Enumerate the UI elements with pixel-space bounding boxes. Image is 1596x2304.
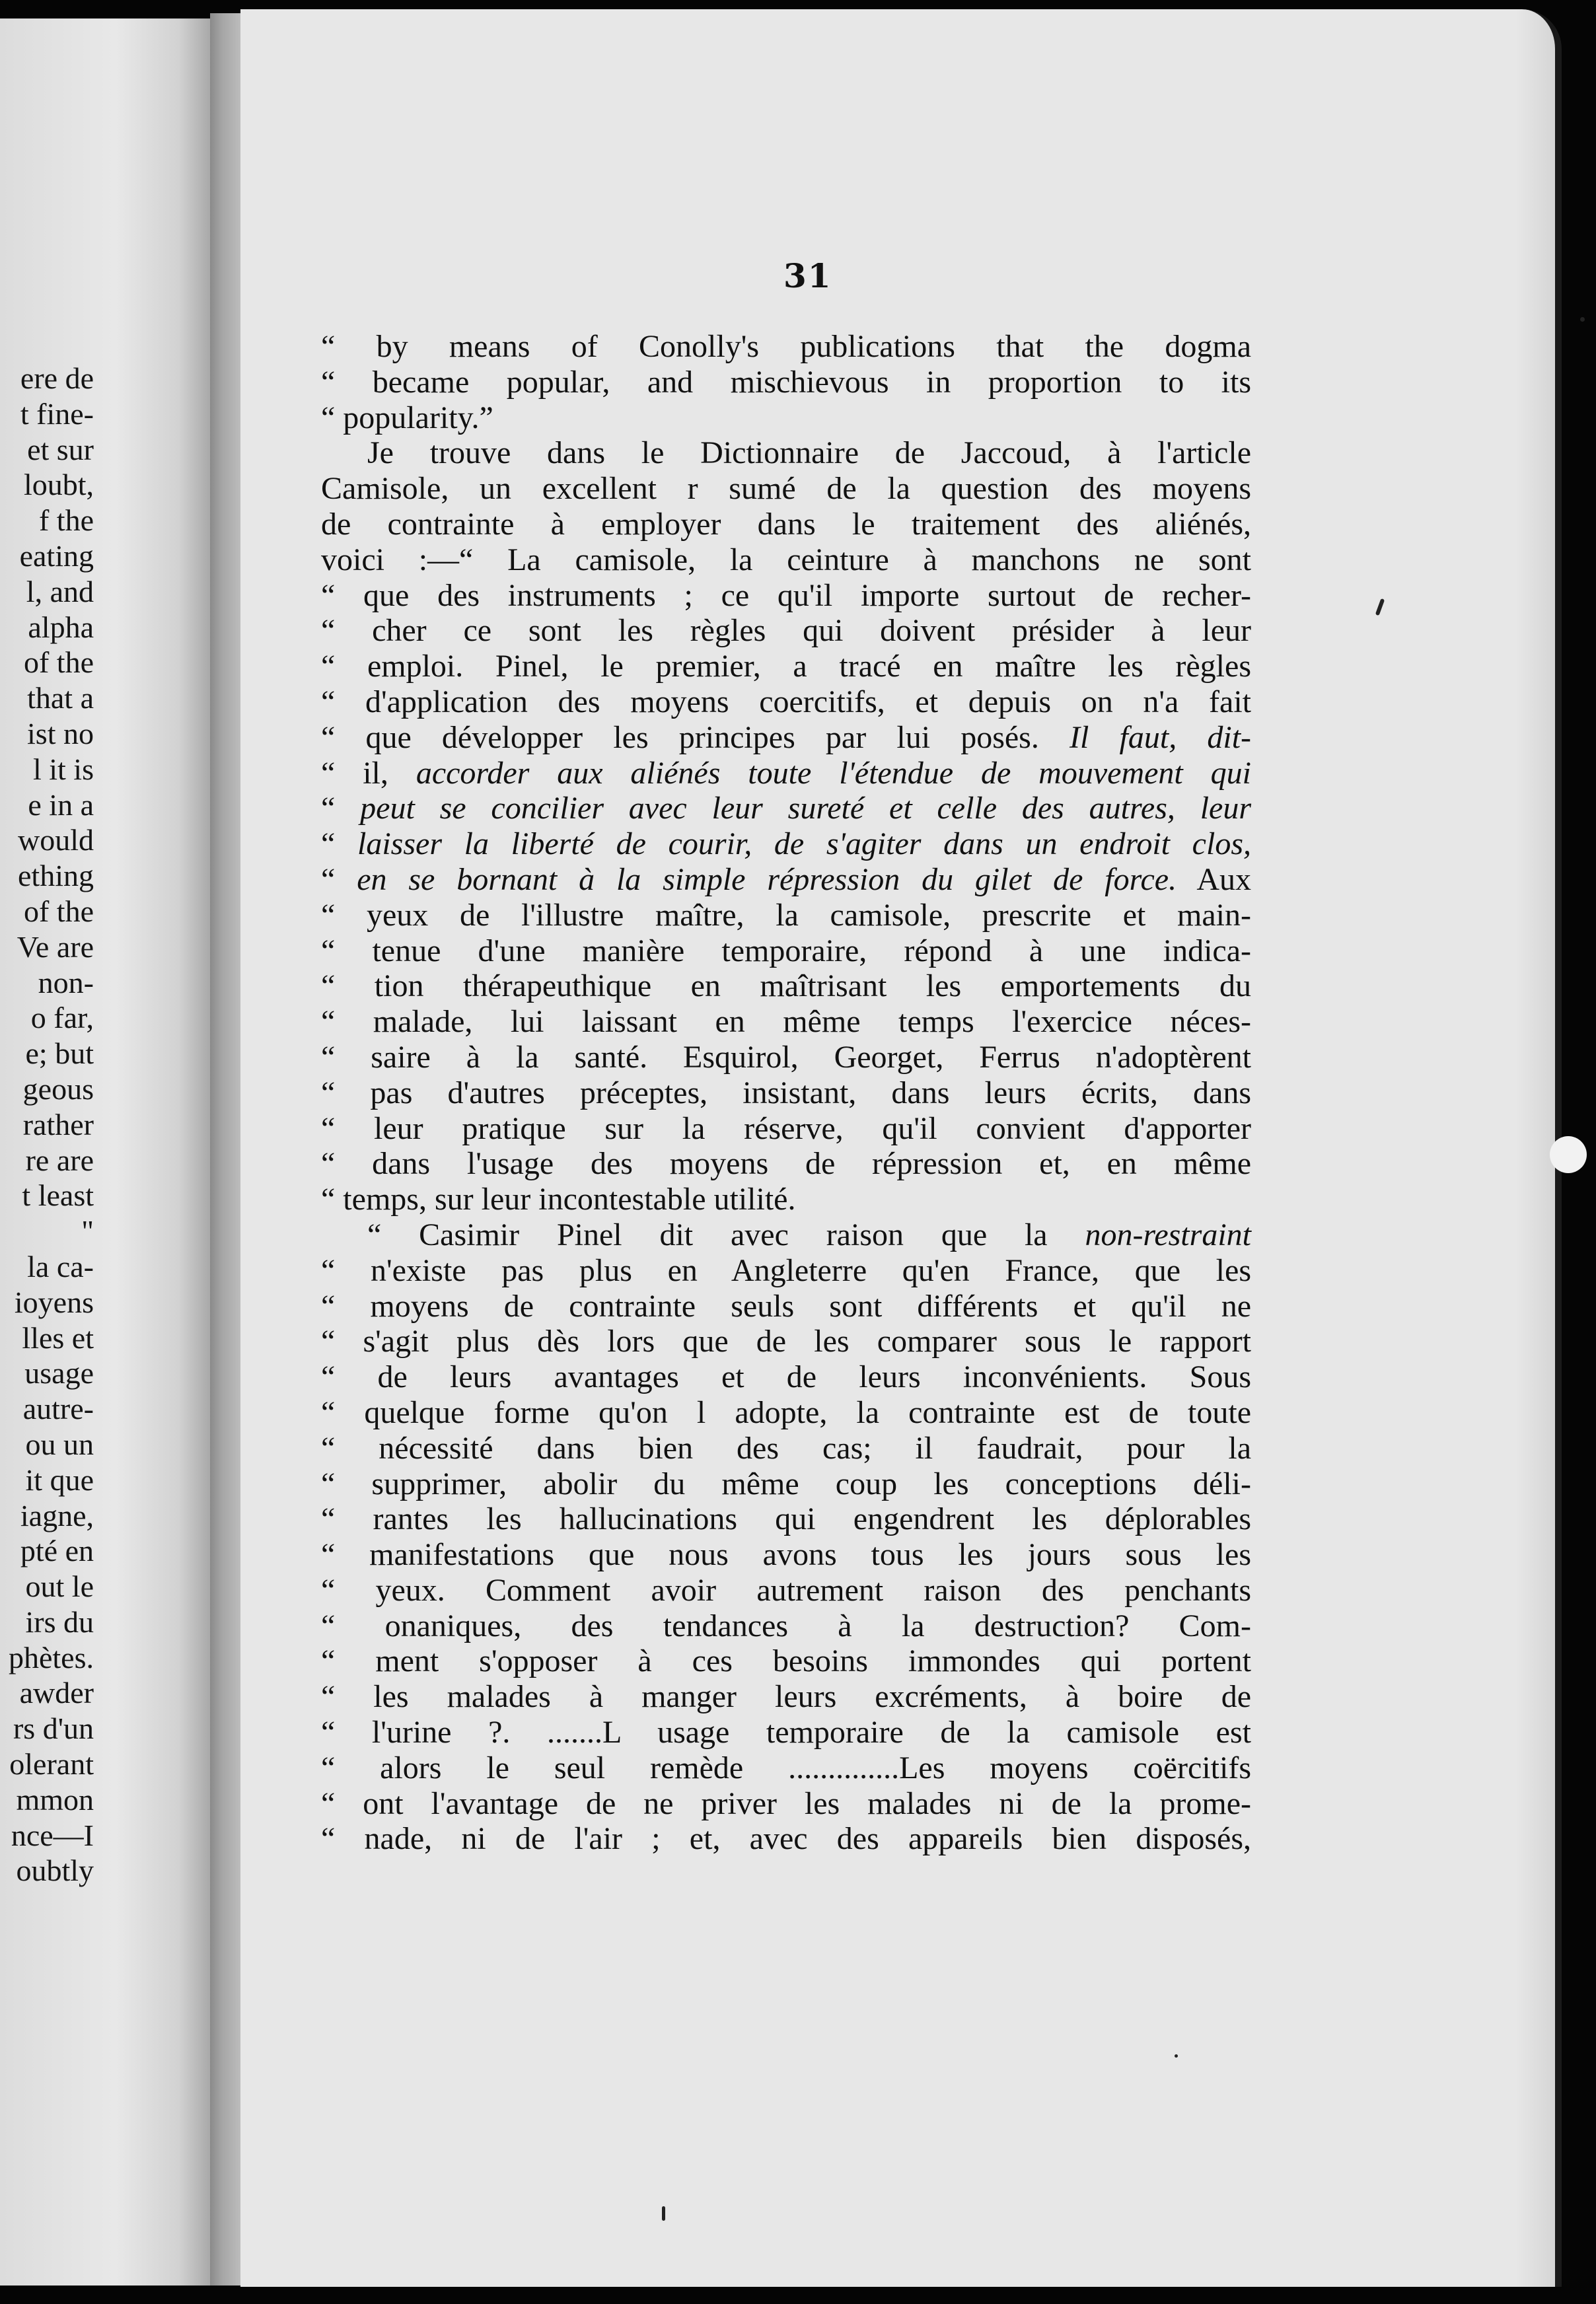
left-page-fragment: lles et xyxy=(22,1320,94,1355)
text-line-italic: non-restraint xyxy=(1085,1217,1251,1252)
text-line-roman: “ cher ce sont les règles qui doivent présider à leur xyxy=(321,613,1251,649)
left-page-fragment: pté en xyxy=(20,1534,94,1568)
text-line-roman: “ les malades à manger leurs excréments, à boire de xyxy=(321,1679,1251,1715)
text-line xyxy=(321,649,1251,684)
left-page-fragment: ere de xyxy=(20,361,94,395)
text-line-roman: “ de leurs avantages et de leurs inconvénients. Sous xyxy=(321,1359,1251,1395)
left-page-fragment: o far, xyxy=(30,1001,94,1035)
left-page-fragment: iagne, xyxy=(20,1498,94,1532)
left-page-fragment: autre- xyxy=(22,1392,94,1426)
left-page-fragment: t fine- xyxy=(20,396,94,431)
text-line xyxy=(321,1004,1251,1040)
text-line xyxy=(321,1395,1251,1431)
text-line-roman: “ que développer les principes par lui posés. xyxy=(321,719,1039,755)
text-line-roman: “ l'urine ?. .......L usage temporaire de la camisole est xyxy=(321,1715,1251,1750)
text-line-roman: “ saire à la santé. Esquirol, Georget, Ferrus n'adoptèrent xyxy=(321,1039,1251,1075)
text-line xyxy=(321,1466,1251,1502)
left-page-fragment: phètes. xyxy=(8,1640,94,1674)
left-page-fragment: that a xyxy=(27,681,94,715)
text-line xyxy=(321,756,1251,791)
text-line xyxy=(321,1324,1251,1359)
left-page-fragment: Ve are xyxy=(17,929,94,964)
text-line-roman-tail: Aux xyxy=(1196,861,1252,897)
text-line-roman: voici :—“ La camisole, la ceinture à manchons ne sont xyxy=(321,542,1251,577)
text-line xyxy=(321,1182,1251,1217)
text-line xyxy=(321,1786,1251,1822)
text-line-roman: “ s'agit plus dès lors que de les comparer sous le rapport xyxy=(321,1324,1251,1359)
left-page-fragment: alpha xyxy=(28,610,94,644)
text-line-roman: “ alors le seul remède ..............Les moyens coërcitifs xyxy=(321,1750,1251,1785)
left-page-fragment: irs du xyxy=(25,1604,94,1639)
left-page-fragment: rather xyxy=(22,1107,94,1141)
left-page-fragment: non- xyxy=(38,965,94,999)
left-page-text-fragments xyxy=(0,361,94,1889)
text-line-roman: “ nécessité dans bien des cas; il faudrait, pour la xyxy=(321,1430,1251,1466)
text-line-roman: “ xyxy=(321,826,336,862)
text-line-roman: “ manifestations que nous avons tous les jours sous les xyxy=(321,1537,1251,1573)
text-line xyxy=(321,1679,1251,1715)
book-gutter xyxy=(210,13,240,2286)
left-page-fragment: oubtly xyxy=(16,1854,94,1888)
text-line xyxy=(321,826,1251,862)
text-line xyxy=(321,1253,1251,1289)
text-line xyxy=(321,329,1251,365)
text-line xyxy=(321,791,1251,826)
text-line-roman: “ temps, sur leur incontestable utilité. xyxy=(321,1182,796,1217)
text-line xyxy=(321,1359,1251,1395)
left-page-fragment: la ca- xyxy=(27,1249,94,1283)
text-line-roman: “ quelque forme qu'on l adopte, la contrainte est de toute xyxy=(321,1394,1251,1430)
text-line-italic: en se bornant à la simple répression du gilet de force. xyxy=(357,861,1177,897)
text-line xyxy=(321,542,1251,578)
left-page-fragment: geous xyxy=(22,1071,94,1106)
text-line-italic: accorder aux aliénés toute l'étendue de mouvement qui xyxy=(416,755,1251,791)
text-line-roman: “ d'application des moyens coercitifs, et depuis on n'a fait xyxy=(321,684,1251,719)
scan-edge-blot xyxy=(1550,1136,1587,1173)
text-line xyxy=(321,1821,1251,1857)
text-line-roman: “ onaniques, des tendances à la destruction? Com- xyxy=(321,1608,1251,1643)
text-line-roman: “ pas d'autres préceptes, insistant, dans leurs écrits, dans xyxy=(321,1075,1251,1110)
text-line xyxy=(321,578,1251,614)
left-page-fragment: e in a xyxy=(28,787,94,822)
text-line xyxy=(321,435,1251,471)
left-page-fragment: nce—I xyxy=(11,1818,94,1852)
text-line xyxy=(321,1501,1251,1537)
text-line-roman: “ supprimer, abolir du même coup les conceptions déli- xyxy=(321,1466,1251,1501)
text-line-roman: “ tion thérapeuthique en maîtrisant les emportements du xyxy=(321,968,1251,1004)
text-line xyxy=(321,1040,1251,1075)
left-page-fragment: re are xyxy=(25,1143,94,1177)
left-page-strip xyxy=(0,18,210,2286)
text-line xyxy=(321,1146,1251,1182)
left-page-fragment: of the xyxy=(23,645,94,680)
left-page-fragment: et sur xyxy=(27,432,94,466)
text-line xyxy=(321,613,1251,649)
text-line xyxy=(321,1750,1251,1786)
left-page-fragment: ioyens xyxy=(14,1285,94,1319)
text-line xyxy=(321,1217,1251,1253)
text-line-roman: “ ont l'avantage de ne priver les malades ni de la prome- xyxy=(321,1785,1251,1821)
text-line-roman: “ xyxy=(321,861,336,897)
left-page-fragment: of the xyxy=(23,894,94,928)
text-line xyxy=(321,365,1251,400)
text-line xyxy=(321,1608,1251,1644)
left-page-fragment: f the xyxy=(38,503,94,538)
text-line-roman: “ ment s'opposer à ces besoins immondes qui portent xyxy=(321,1643,1251,1679)
text-line-roman: “ emploi. Pinel, le premier, a tracé en maître les règles xyxy=(321,649,1251,684)
page-body-text xyxy=(321,329,1251,1857)
text-line-italic: laisser la liberté de courir, de s'agiter dans un endroit clos, xyxy=(357,826,1252,862)
text-line-roman: Camisole, un excellent r sumé de la question des moyens xyxy=(321,471,1251,507)
left-page-fragment: awder xyxy=(19,1676,94,1710)
text-line-roman: “ by means of Conolly's publications that the dogma xyxy=(321,329,1251,364)
text-line xyxy=(321,1643,1251,1679)
text-line-roman: “ xyxy=(321,791,336,826)
text-line-roman: “ moyens de contrainte seuls sont différents et qu'il ne xyxy=(321,1288,1251,1324)
text-line-roman: “ Casimir Pinel dit avec raison que la xyxy=(367,1217,1048,1252)
text-line-roman: “ popularity.” xyxy=(321,400,493,435)
left-page-fragment: loubt, xyxy=(23,468,94,502)
text-line xyxy=(321,1289,1251,1324)
text-line xyxy=(321,1431,1251,1466)
left-page-fragment: it que xyxy=(25,1462,94,1497)
text-line xyxy=(321,898,1251,933)
text-line xyxy=(321,968,1251,1004)
left-page-fragment: would xyxy=(18,823,94,857)
text-line xyxy=(321,1075,1251,1111)
text-line-roman: “ rantes les hallucinations qui engendrent les déplorables xyxy=(321,1501,1251,1537)
text-line xyxy=(321,471,1251,507)
text-line-roman: “ became popular, and mischievous in proportion to its xyxy=(321,364,1251,400)
scan-speck xyxy=(1580,317,1585,322)
left-page-fragment: ething xyxy=(18,859,94,893)
text-line xyxy=(321,1573,1251,1608)
left-page-fragment: out le xyxy=(25,1569,94,1604)
left-page-fragment: l, and xyxy=(26,574,94,608)
text-line xyxy=(321,1715,1251,1750)
text-line-roman: Je trouve dans le Dictionnaire de Jaccoud, à l'article xyxy=(367,435,1251,471)
text-line xyxy=(321,684,1251,720)
text-line-roman: de contrainte à employer dans le traitement des aliénés, xyxy=(321,506,1251,542)
text-line-roman: “ leur pratique sur la réserve, qu'il convient d'apporter xyxy=(321,1110,1251,1146)
left-page-fragment: t least xyxy=(22,1178,94,1213)
scan-speck xyxy=(1175,2054,1178,2058)
text-line-roman: “ yeux. Comment avoir autrement raison des penchants xyxy=(321,1572,1251,1608)
text-line xyxy=(321,400,1251,436)
text-line-roman: “ il, xyxy=(321,755,388,791)
left-page-fragment: rs d'un xyxy=(13,1711,94,1746)
scan-speck xyxy=(662,2206,665,2221)
text-line xyxy=(321,862,1251,898)
text-line xyxy=(321,507,1251,542)
text-line-roman: “ yeux de l'illustre maître, la camisole, prescrite et main- xyxy=(321,897,1251,933)
left-page-fragment: usage xyxy=(24,1356,94,1390)
text-line xyxy=(321,933,1251,969)
text-line-italic: Il faut, dit- xyxy=(1070,719,1252,755)
text-line-italic: peut se concilier avec leur sureté et celle des autres, leur xyxy=(360,791,1252,826)
text-line-roman: “ que des instruments ; ce qu'il importe surtout de recher- xyxy=(321,577,1251,613)
left-page-fragment: mmon xyxy=(16,1782,94,1817)
text-line-roman: “ dans l'usage des moyens de répression et, en même xyxy=(321,1146,1251,1182)
page-number: 31 xyxy=(783,256,832,295)
left-page-fragment: ou un xyxy=(25,1427,94,1461)
left-page-fragment: eating xyxy=(19,538,94,573)
left-page-fragment: ist no xyxy=(27,716,94,750)
text-line-roman: “ malade, lui laissant en même temps l'exercice néces- xyxy=(321,1004,1251,1040)
left-page-fragment: e; but xyxy=(25,1036,94,1071)
left-page-fragment: olerant xyxy=(9,1747,94,1782)
text-line xyxy=(321,1537,1251,1573)
left-page-fragment: l it is xyxy=(32,752,94,786)
left-page-fragment: " xyxy=(81,1214,94,1248)
text-line-roman: “ nade, ni de l'air ; et, avec des appareils bien disposés, xyxy=(321,1821,1251,1857)
text-line-roman: “ n'existe pas plus en Angleterre qu'en France, que les xyxy=(321,1252,1251,1288)
text-line xyxy=(321,1111,1251,1147)
text-line-roman: “ tenue d'une manière temporaire, répond à une indica- xyxy=(321,933,1251,968)
text-line xyxy=(321,720,1251,756)
